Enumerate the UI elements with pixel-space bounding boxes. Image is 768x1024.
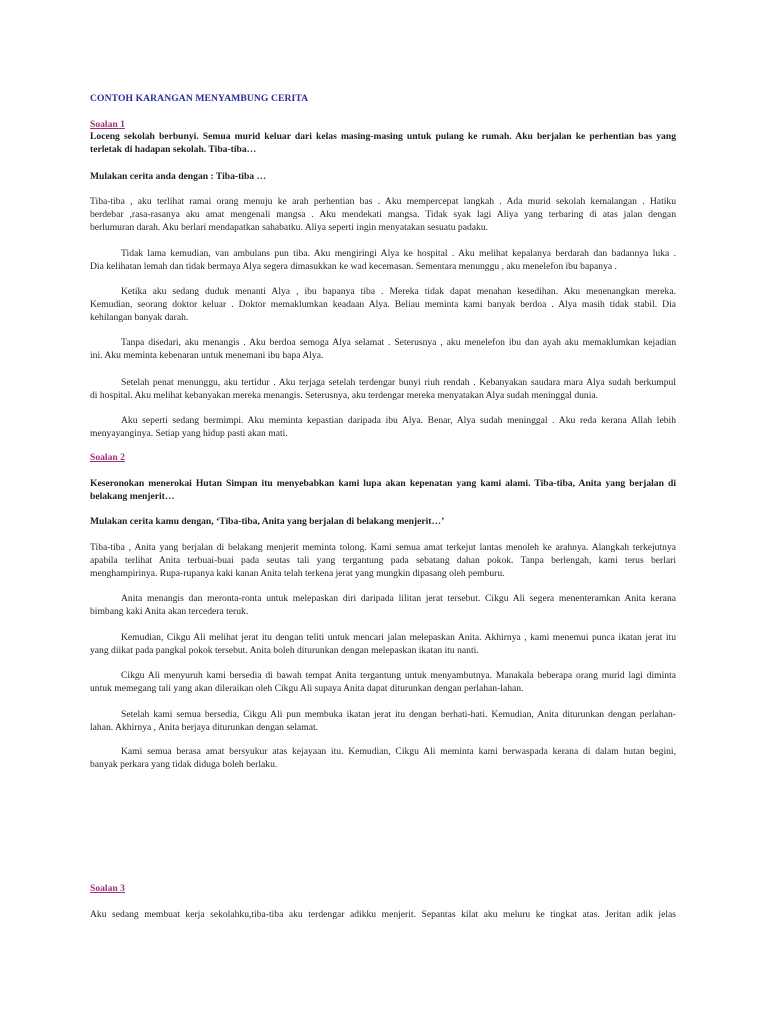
paragraph-line: Kemudian, Cikgu Ali melihat jerat itu dengan teliti untuk mencari jalan melepaskan Anita. Akhirnya , kami menemui punca ikatan jerat itu xyxy=(121,632,676,643)
paragraph-line: Tiba-tiba , Anita yang berjalan di belakang menjerit meminta tolong. Kami semua amat terkejut lantas menoleh ke arahnya. Alangkah terkejutnya xyxy=(90,542,676,553)
paragraph-line: berlumuran darah. Aku berlari mendapatkan sahabatku. Aliya seperti ingin menyatakan sesuatu padaku. xyxy=(90,222,489,233)
soalan-2-heading: Soalan 2 xyxy=(90,452,125,463)
paragraph-line: yang diikat pada pangkal pokok tersebut. Anita boleh diturunkan dengan melepaskan ikatan itu nanti. xyxy=(90,645,479,656)
paragraph-line: Tiba-tiba , aku terlihat ramai orang menuju ke arah perhentian bas . Aku mempercepat langkah . Ada murid sekolah kemalangan . Hatiku xyxy=(90,196,676,207)
soalan-1-instruction: Mulakan cerita anda dengan : Tiba-tiba … xyxy=(90,171,267,182)
paragraph-line: Setelah penat menunggu, aku tertidur . Aku terjaga setelah terdengar bunyi riuh rendah . Kebanyakan saudara mara Alya sudah berkumpul xyxy=(121,377,676,388)
paragraph-line: ini. Aku meminta kebenaran untuk menemani ibu bapa Alya. xyxy=(90,350,324,361)
paragraph-line: Tanpa disedari, aku menangis . Aku berdoa semoga Alya selamat . Seterusnya , aku menelefon ibu dan ayah aku memaklumkan kejadian xyxy=(121,337,676,348)
paragraph-line: Ketika aku sedang duduk menanti Alya , ibu bapanya tiba . Mereka tidak dapat menahan kesedihan. Aku menenangkan mereka. xyxy=(121,286,676,297)
paragraph-line: Dia kelihatan lemah dan tidak bermaya Alya segera dimasukkan ke wad kecemasan. Sementara menunggu , aku menelefon ibu bapanya . xyxy=(90,261,617,272)
soalan-1-heading: Soalan 1 xyxy=(90,119,125,130)
paragraph-line: Kami semua berasa amat bersyukur atas kejayaan itu. Kemudian, Cikgu Ali meminta kami berwaspada kerana di dalam hutan begini, xyxy=(121,746,676,757)
paragraph-line: banyak perkara yang tidak diduga boleh berlaku. xyxy=(90,759,278,770)
paragraph-line: Anita menangis dan meronta-ronta untuk melepaskan diri daripada lilitan jerat tersebut. Cikgu Ali segera menenteramkan Anita kerana xyxy=(121,593,676,604)
soalan-2-prompt-line: Keseronokan menerokai Hutan Simpan itu menyebabkan kami lupa akan kepenatan yang kami alami. Tiba-tiba, Anita yang berjalan di xyxy=(90,478,676,489)
paragraph-line: lahan. Akhirnya , Anita berjaya diturunkan dengan selamat. xyxy=(90,722,319,733)
paragraph-line: Aku sedang membuat kerja sekolahku,tiba-tiba aku terdengar adikku menjerit. Sepantas kilat aku meluru ke tingkat atas. Jeritan adik jelas xyxy=(90,909,676,920)
paragraph-line: menghampirinya. Rupa-rupanya kaki kanan Anita telah terkena jerat yang mungkin dipasang oleh pemburu. xyxy=(90,568,505,579)
soalan-2-instruction: Mulakan cerita kamu dengan, ‘Tiba-tiba, Anita yang berjalan di belakang menjerit…’ xyxy=(90,516,445,527)
soalan-1-prompt-line: terletak di hadapan sekolah. Tiba-tiba… xyxy=(90,144,257,155)
paragraph-line: menyayanginya. Setiap yang hidup pasti akan mati. xyxy=(90,428,288,439)
paragraph-line: apabila terlihat Anita terbuai-buai pada seutas tali yang tergantung pada sebatang dahan pokok. Tanpa berlengah, kami terus berlari xyxy=(90,555,676,566)
document-title: CONTOH KARANGAN MENYAMBUNG CERITA xyxy=(90,93,309,104)
paragraph-line: di hospital. Aku melihat kebanyakan mereka menangis. Seterusnya, aku terdengar mereka menyatakan Alya sudah meninggal dunia. xyxy=(90,390,599,401)
paragraph-line: Tidak lama kemudian, van ambulans pun tiba. Aku mengiringi Alya ke hospital . Aku melihat kepalanya berdarah dan badannya luka . xyxy=(121,248,676,259)
soalan-3-heading: Soalan 3 xyxy=(90,883,125,894)
paragraph-line: bimbang kaki Anita akan tercedera teruk. xyxy=(90,606,249,617)
paragraph-line: berdebar ,rasa-rasanya aku amat mengenali mangsa . Aku mendekati mangsa. Tidak syak lagi Aliya yang terbaring di atas jalan dengan xyxy=(90,209,676,220)
paragraph-line: Setelah kami semua bersedia, Cikgu Ali pun membuka ikatan jerat itu dengan berhati-hati. Kemudian, Anita diturunkan dengan perlahan- xyxy=(121,709,676,720)
paragraph-line: Aku seperti sedang bermimpi. Aku meminta kepastian daripada ibu Alya. Benar, Alya sudah meninggal . Aku reda kerana Allah lebih xyxy=(121,415,676,426)
paragraph-line: Cikgu Ali menyuruh kami bersedia di bawah tempat Anita tergantung untuk menyambutnya. Manakala beberapa orang murid lagi diminta xyxy=(121,670,676,681)
paragraph-line: Kemudian, seorang doktor keluar . Doktor memaklumkan keadaan Alya. Beliau meminta kami banyak berdoa . Alya masih tidak stabil. Dia xyxy=(90,299,676,310)
soalan-2-prompt-line: belakang menjerit… xyxy=(90,491,175,502)
paragraph-line: untuk memegang tali yang akan dileraikan oleh Cikgu Ali supaya Anita dapat diturunkan dengan perlahan-lahan. xyxy=(90,683,524,694)
soalan-1-prompt-line: Loceng sekolah berbunyi. Semua murid keluar dari kelas masing-masing untuk pulang ke rumah. Aku berjalan ke perhentian bas yang xyxy=(90,131,676,142)
paragraph-line: kehilangan banyak darah. xyxy=(90,312,189,323)
